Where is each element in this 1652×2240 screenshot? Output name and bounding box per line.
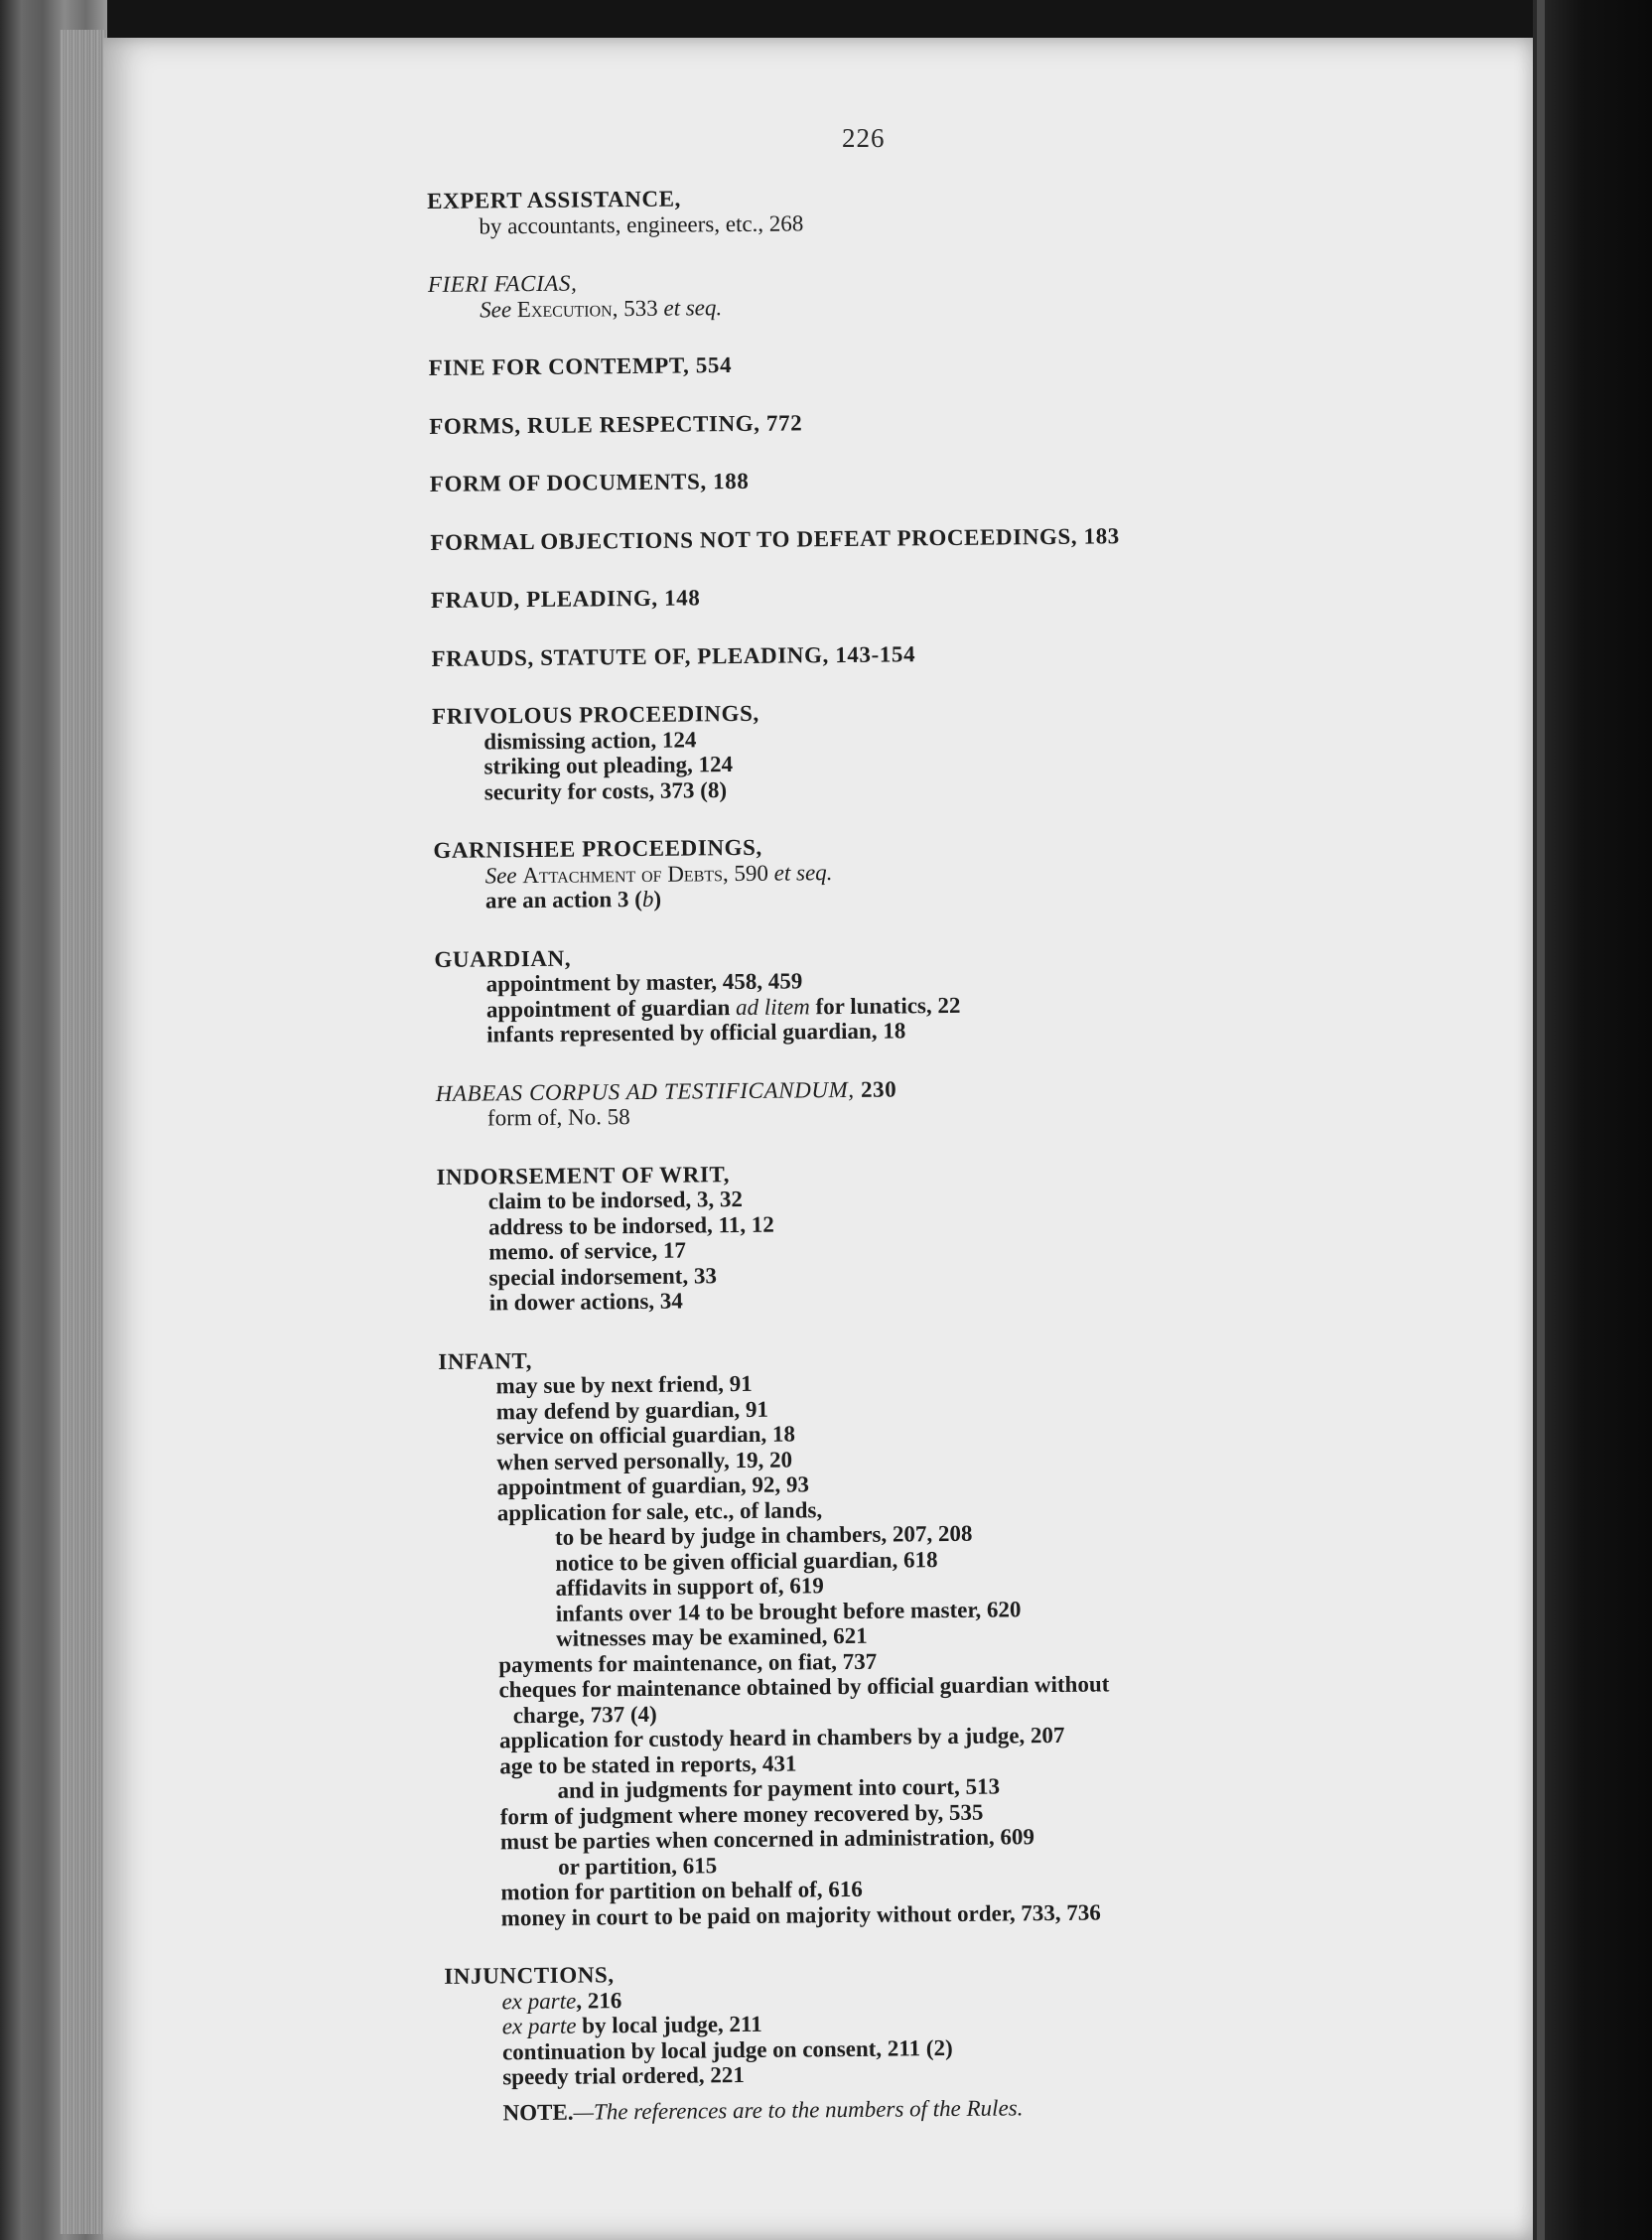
see-tail: et seq. bbox=[663, 294, 723, 321]
entry-subitem: money in court to be paid on majority without order, 733, 736 bbox=[500, 1899, 1101, 1930]
see-tail: et seq. bbox=[773, 859, 833, 886]
footnote bbox=[445, 2091, 1438, 2126]
entry-heading: INJUNCTIONS, bbox=[444, 1962, 615, 1989]
entry-subitem: special indorsement, 33 bbox=[488, 1262, 717, 1290]
entry-heading: FORMS, RULE RESPECTING, 772 bbox=[429, 409, 803, 439]
entry-subitem: application for sale, etc., of lands, bbox=[496, 1496, 823, 1525]
see-target: Attachment of Debts bbox=[522, 860, 724, 888]
index-entry-indorsement-of-writ bbox=[436, 1155, 1430, 1317]
entry-heading: HABEAS CORPUS AD TESTIFICANDUM, bbox=[435, 1076, 855, 1106]
entry-subitem: age to be stated in reports, 431 bbox=[499, 1750, 797, 1778]
entry-subitem: appointment by master, 458, 459 bbox=[485, 968, 803, 997]
subitem-italic: b bbox=[641, 886, 654, 911]
entry-subitem: address to be indorsed, 11, 12 bbox=[487, 1211, 774, 1239]
entry-heading: FINE FOR CONTEMPT, 554 bbox=[428, 352, 733, 380]
entry-subitem: must be parties when concerned in administration, 609 bbox=[499, 1824, 1035, 1855]
subitem-italic: ex parte bbox=[501, 1988, 577, 2014]
entry-subitem: charge, 737 (4) bbox=[512, 1701, 657, 1728]
see-target: Execution bbox=[516, 295, 613, 322]
entry-subitem: by accountants, engineers, etc., 268 bbox=[479, 210, 804, 238]
index-entry-garnishee-proceedings bbox=[433, 828, 1427, 913]
subitem-text: appointment of guardian bbox=[485, 994, 737, 1022]
entry-subitem: form of, No. 58 bbox=[486, 1104, 630, 1131]
index-entry-formal-objections bbox=[430, 520, 1423, 555]
entry-subitem: form of judgment where money recovered by, 535 bbox=[499, 1799, 984, 1829]
entry-subitem: claim to be indorsed, 3, 32 bbox=[487, 1186, 744, 1214]
entry-subitem: continuation by local judge on consent, 211 (2) bbox=[501, 2034, 953, 2064]
entry-subitem: to be heard by judge in chambers, 207, 208 bbox=[554, 1520, 973, 1550]
index-entry-fieri-facias bbox=[428, 262, 1421, 323]
entry-subitem: infants represented by official guardian, 18 bbox=[486, 1018, 906, 1048]
see-label: See bbox=[480, 296, 512, 322]
subitem-text: by local judge, 211 bbox=[576, 2011, 762, 2038]
subitem-italic: ex parte bbox=[501, 2013, 577, 2039]
subitem-text: for lunatics, 22 bbox=[809, 992, 961, 1019]
entry-heading: INDORSEMENT OF WRIT, bbox=[436, 1161, 731, 1190]
entry-subitem: may defend by guardian, 91 bbox=[495, 1396, 769, 1424]
scan-top-border bbox=[0, 0, 1652, 40]
entry-heading: FRAUDS, STATUTE OF, PLEADING, 143-154 bbox=[431, 640, 916, 671]
entry-subitem: security for costs, 373 (8) bbox=[483, 776, 728, 804]
entry-heading: FRAUD, PLEADING, 148 bbox=[430, 585, 701, 613]
entry-subitem: memo. of service, 17 bbox=[488, 1237, 687, 1265]
entry-subitem: service on official guardian, 18 bbox=[495, 1421, 796, 1450]
entry-subitem: payments for maintenance, on fiat, 737 bbox=[498, 1648, 878, 1677]
index-entry-habeas-corpus bbox=[436, 1071, 1429, 1132]
entry-subitem: application for custody heard in chambers by a judge, 207 bbox=[498, 1722, 1065, 1753]
entry-subitem: witnesses may be examined, 621 bbox=[555, 1622, 868, 1651]
entry-heading: FORM OF DOCUMENTS, 188 bbox=[429, 468, 750, 496]
index-entry-guardian bbox=[434, 937, 1428, 1049]
infant-subitems bbox=[438, 1364, 1436, 1931]
entry-subitem: motion for partition on behalf of, 616 bbox=[500, 1876, 863, 1905]
entry-heading: FIERI FACIAS, bbox=[427, 270, 578, 297]
note-label: NOTE. bbox=[502, 2099, 574, 2125]
subitem-text: are an action 3 ( bbox=[484, 886, 643, 913]
subitem-text: , 216 bbox=[576, 1987, 622, 2014]
page-edges bbox=[60, 30, 107, 2234]
entry-subitem: or partition, 615 bbox=[558, 1852, 718, 1880]
facing-page-shadow bbox=[1533, 0, 1652, 2240]
entry-subitem: and in judgments for payment into court, 513 bbox=[557, 1773, 1001, 1803]
index-entry-fraud-pleading bbox=[431, 578, 1424, 613]
entry-subitem: striking out pleading, 124 bbox=[483, 752, 734, 779]
entry-subitem: in dower actions, 34 bbox=[488, 1288, 683, 1316]
entry-subitem: infants over 14 to be brought before master, 620 bbox=[555, 1596, 1022, 1626]
entry-subitem: dismissing action, 124 bbox=[483, 726, 697, 754]
subitem-text: ) bbox=[653, 886, 662, 911]
index-entry-expert-assistance bbox=[427, 179, 1420, 239]
entry-heading-number: 230 bbox=[854, 1075, 897, 1102]
index-content bbox=[427, 179, 1439, 2159]
entry-subitem: notice to be given official guardian, 618 bbox=[555, 1546, 938, 1576]
entry-subitem: appointment of guardian, 92, 93 bbox=[496, 1471, 810, 1500]
entry-subitem: affidavits in support of, 619 bbox=[555, 1573, 824, 1601]
index-entry-frivolous-proceedings bbox=[432, 694, 1426, 805]
entry-heading: FORMAL OBJECTIONS NOT TO DEFEAT PROCEEDINGS, 183 bbox=[430, 522, 1120, 555]
see-number: , 590 bbox=[722, 860, 769, 886]
index-entry-infant bbox=[438, 1339, 1437, 1931]
entry-subitem: when served personally, 19, 20 bbox=[496, 1447, 793, 1474]
see-label: See bbox=[484, 862, 517, 888]
page-number: 226 bbox=[842, 123, 886, 153]
entry-heading: GARNISHEE PROCEEDINGS, bbox=[433, 834, 762, 863]
entry-heading: EXPERT ASSISTANCE, bbox=[427, 186, 682, 213]
entry-heading: INFANT, bbox=[438, 1347, 533, 1374]
index-entry-form-of-documents bbox=[430, 462, 1423, 496]
note-text: —The references are to the numbers of the Rules. bbox=[573, 2094, 1024, 2125]
see-number: , 533 bbox=[612, 295, 658, 321]
gutter-edge bbox=[1537, 0, 1545, 2240]
entry-subitem: speedy trial ordered, 221 bbox=[502, 2062, 745, 2090]
index-entry-frauds-statute bbox=[431, 636, 1424, 671]
subitem-italic: ad litem bbox=[735, 993, 810, 1020]
index-entry-injunctions bbox=[444, 1954, 1439, 2126]
entry-heading: GUARDIAN, bbox=[434, 945, 572, 972]
entry-subitem: may sue by next friend, 91 bbox=[495, 1370, 753, 1399]
entry-heading: FRIVOLOUS PROCEEDINGS, bbox=[431, 700, 759, 729]
index-entry-fine-for-contempt bbox=[429, 346, 1422, 380]
index-entry-forms bbox=[429, 404, 1422, 439]
entry-subitem: cheques for maintenance obtained by official guardian without bbox=[498, 1671, 1110, 1703]
